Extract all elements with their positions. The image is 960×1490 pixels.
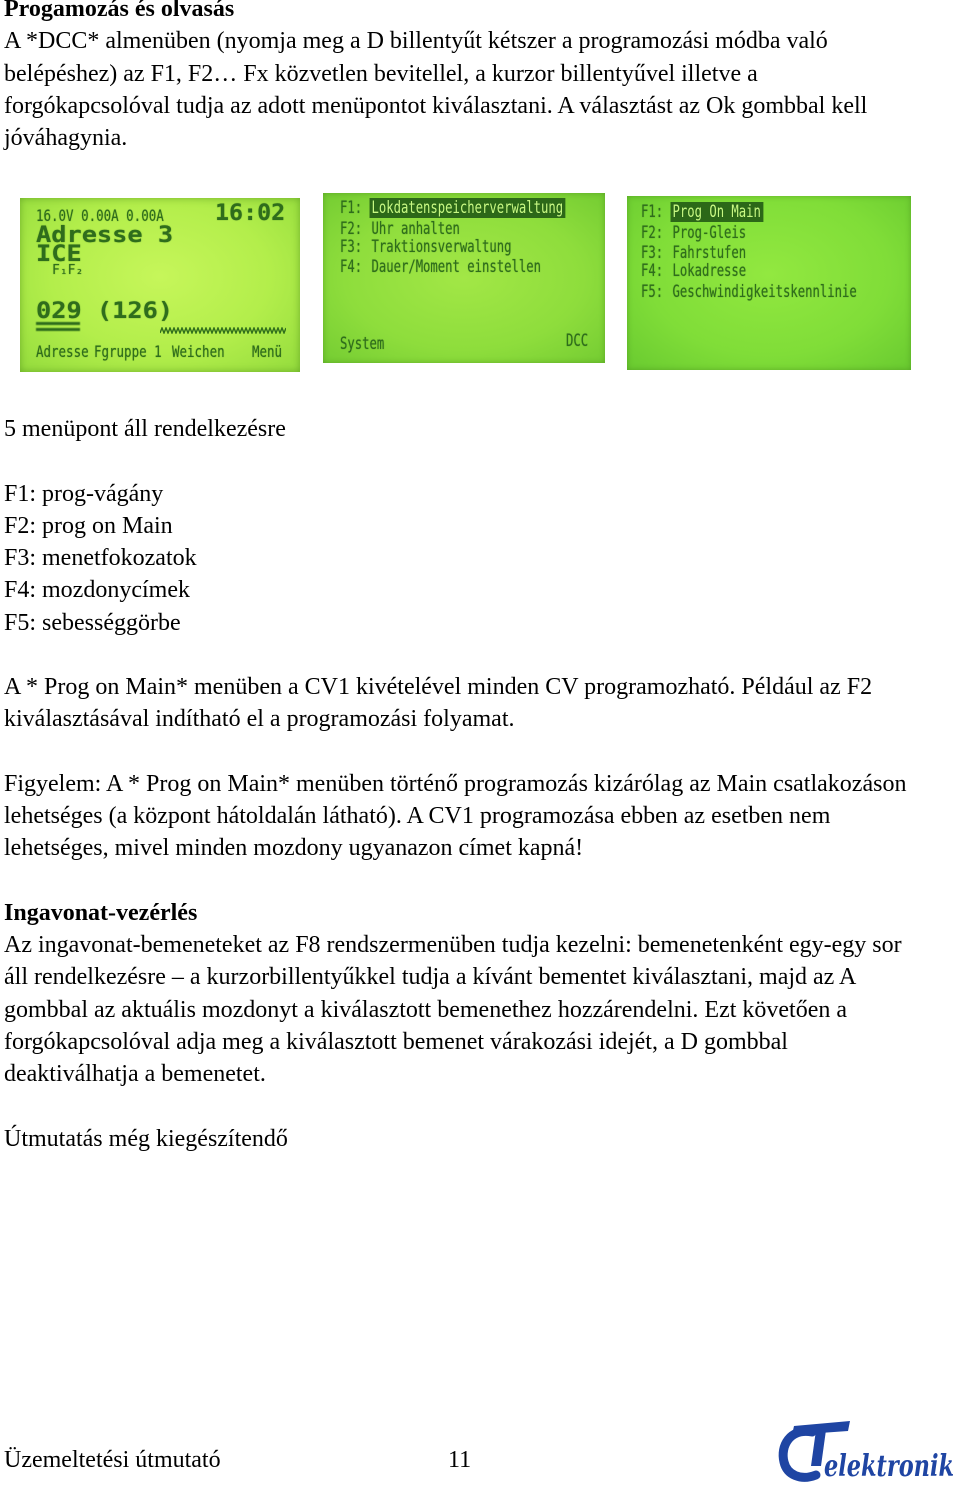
lcd-menu-key: F2: xyxy=(340,219,363,239)
lcd-menu-item xyxy=(340,198,565,218)
lcd-menu-key: F3: xyxy=(340,237,363,257)
lcd-screenshot-dcc-menu xyxy=(627,196,911,370)
paragraph-line: kiválasztásával indítható el a programozási folyamat. xyxy=(4,706,515,733)
section-heading: Progamozás és olvasás xyxy=(4,0,235,22)
lcd-menu-label: Lokadresse xyxy=(672,261,747,281)
lcd-menu-label: Uhr anhalten xyxy=(371,219,460,239)
section-heading: Ingavonat-vezérlés xyxy=(4,899,198,926)
lcd-menu-key: F2: xyxy=(641,223,664,243)
lcd-screenshot-system-menu xyxy=(323,193,605,363)
lcd-sawtooth-line xyxy=(160,327,286,334)
lcd-speed-bar xyxy=(36,322,80,331)
lcd-clock: 16:02 xyxy=(215,201,286,226)
footer-title: Üzemeltetési útmutató xyxy=(4,1447,221,1473)
lcd-menu-key: F5: xyxy=(641,282,664,302)
lcd-softkey-dcc: DCC xyxy=(566,331,589,351)
lcd-menu-label: Prog On Main xyxy=(670,202,763,222)
paragraph-line: belépéshez) az F1, F2… Fx közvetlen bevitellel, a kurzor billentyűvel illetve a xyxy=(4,60,758,87)
note-line: Útmutatás még kiegészítendő xyxy=(4,1125,288,1152)
lcd-menu-item xyxy=(641,243,748,263)
menu-list-item: F3: menetfokozatok xyxy=(4,545,197,571)
lcd-menu-item xyxy=(340,257,543,277)
lcd-menu-label: Dauer/Moment einstellen xyxy=(371,257,541,277)
lcd-softkey-address: Adresse xyxy=(36,342,89,361)
lcd-speed: 029 (126) xyxy=(36,299,174,324)
lcd-menu-item xyxy=(641,261,748,281)
lcd-softkey-switches: Weichen xyxy=(172,342,225,361)
lcd-address: Adresse 3 xyxy=(36,223,174,248)
lcd-menu-key: F3: xyxy=(641,243,664,263)
lcd-screenshot-drive xyxy=(20,198,300,372)
lcd-softkey-fgroup: Fgruppe 1 xyxy=(94,342,162,361)
menu-list-item: F5: sebességgörbe xyxy=(4,609,181,636)
menu-list-item: F2: prog on Main xyxy=(4,512,173,539)
lcd-menu-item xyxy=(340,237,514,257)
lcd-menu-label: Prog-Gleis xyxy=(672,223,747,243)
lcd-status: 16.0V 0.00A 0.00A xyxy=(36,206,164,225)
lcd-menu-key: F1: xyxy=(641,202,664,222)
lcd-menu-label: Fahrstufen xyxy=(672,243,747,263)
lcd-train-name: ICE xyxy=(36,242,82,267)
ctelektronik-logo xyxy=(776,1416,958,1486)
lcd-menu-item xyxy=(641,223,748,243)
paragraph-line: gombbal az aktuális mozdonyt a kiválasztott bemenethez hozzárendelni. Ezt követően a xyxy=(4,996,848,1023)
paragraph-line: Az ingavonat-bemeneteket az F8 rendszermenüben tudja kezelni: bemenetenként egy-egy sor xyxy=(4,932,902,958)
lcd-menu-item xyxy=(641,202,763,222)
lcd-softkey-system: System xyxy=(340,334,385,354)
page-number: 11 xyxy=(448,1447,472,1473)
lcd-functions: F₁F₂ xyxy=(52,263,84,278)
body-text xyxy=(4,413,906,1155)
logo-word: elektronik xyxy=(824,1449,954,1484)
paragraph-line: forgókapcsolóval adja meg a kiválasztott bemenet várakozási idejét, a D gombbal xyxy=(4,1028,788,1055)
menu-list-item: F1: prog-vágány xyxy=(4,480,164,507)
lcd-menu-key: F4: xyxy=(340,257,363,277)
paragraph-line: A * Prog on Main* menüben a CV1 kivételével minden CV programozható. Például az F2 xyxy=(4,674,873,700)
lcd-menu-key: F1: xyxy=(340,198,363,218)
lcd-menu-item xyxy=(340,219,462,239)
warning-line: Figyelem: A * Prog on Main* menüben történő programozás kizárólag az Main csatlakozáson xyxy=(4,770,907,797)
lcd-menu-label: Geschwindigkeitskennlinie xyxy=(672,282,857,302)
lcd-softkey-menu: Menü xyxy=(252,342,283,361)
section-programming xyxy=(4,0,867,154)
paragraph-line: jóváhagynia. xyxy=(4,125,128,151)
warning-line: lehetséges (a központ hátoldalán látható). A CV1 programozása ebben az esetben nem xyxy=(4,803,831,829)
menu-intro: 5 menüpont áll rendelkezésre xyxy=(4,416,286,442)
paragraph-line: A *DCC* almenüben (nyomja meg a D billentyűt kétszer a programozási módba való xyxy=(4,28,828,55)
lcd-menu-label: Traktionsverwaltung xyxy=(371,237,512,257)
paragraph-line: deaktiválhatja a bemenetet. xyxy=(4,1061,266,1087)
paragraph-line: forgókapcsolóval tudja az adott menüpontot kiválasztani. A választást az Ok gombbal kell xyxy=(4,92,868,119)
lcd-menu-key: F4: xyxy=(641,261,664,281)
warning-line: lehetséges, mivel minden mozdony ugyanazon címet kapná! xyxy=(4,835,584,862)
paragraph-line: áll rendelkezésre – a kurzorbillentyűkkel tudja a kívánt bementet kiválasztani, majd az A xyxy=(4,964,857,991)
lcd-menu-label: Lokdatenspeicherverwaltung xyxy=(369,198,565,218)
lcd-menu-item xyxy=(641,282,859,302)
menu-list-item: F4: mozdonycímek xyxy=(4,577,190,604)
